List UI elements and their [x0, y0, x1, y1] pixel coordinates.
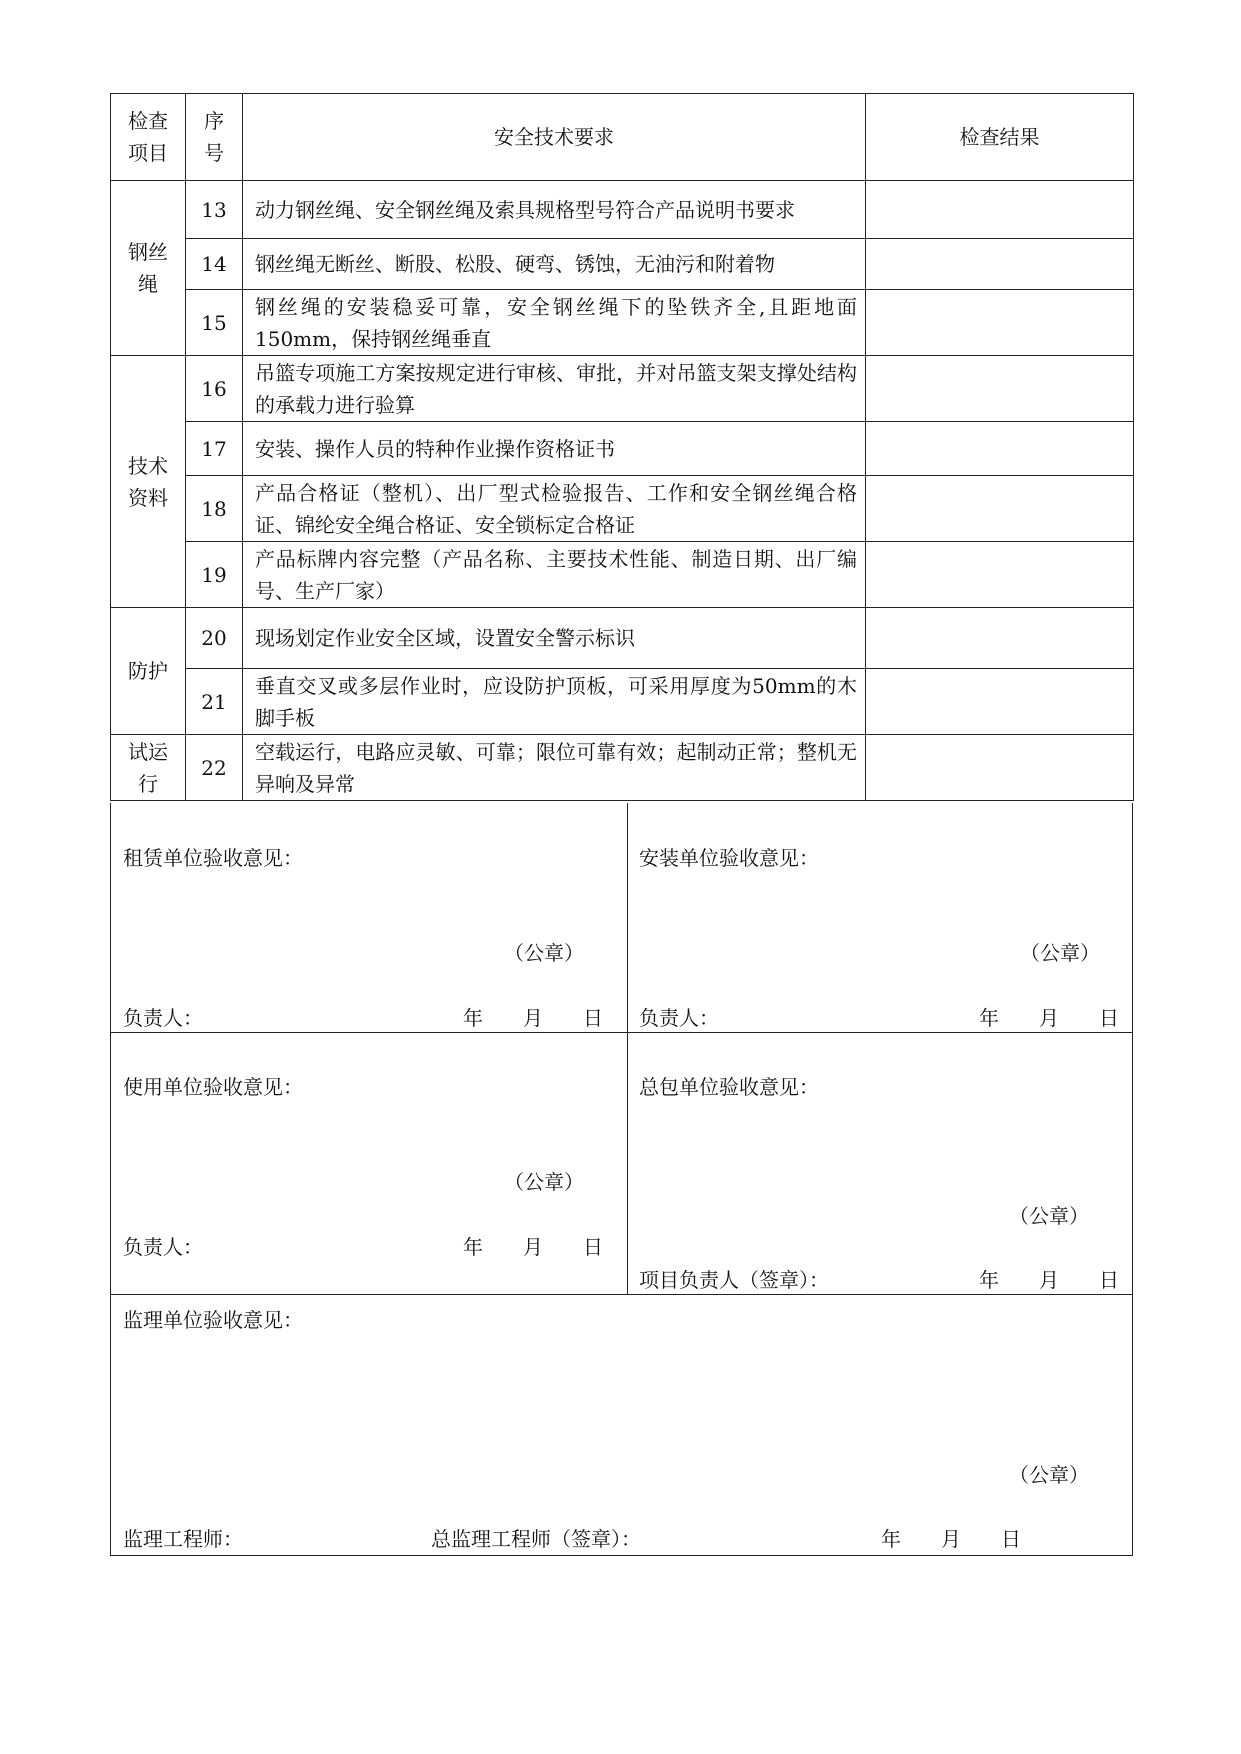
- row-requirement: 动力钢丝绳、安全钢丝绳及索具规格型号符合产品说明书要求: [243, 181, 866, 239]
- row-no: 16: [186, 356, 243, 422]
- general-contractor-opinion-box[interactable]: [627, 1032, 1132, 1294]
- table-row: [111, 608, 1134, 669]
- row-no: 13: [186, 181, 243, 239]
- general-person: 项目负责人（签章）：: [639, 1268, 829, 1292]
- header-item: 检查 项目: [111, 94, 186, 181]
- table-row: [111, 542, 1134, 608]
- row-no: 19: [186, 542, 243, 608]
- row-requirement: 空载运行，电路应灵敏、可靠；限位可靠有效；起制动正常；整机无异响及异常: [243, 735, 866, 801]
- table-row: [111, 290, 1134, 356]
- row-requirement: 垂直交叉或多层作业时，应设防护顶板，可采用厚度为50mm的木脚手板: [243, 669, 866, 735]
- row-result[interactable]: [866, 239, 1134, 290]
- table-row: [111, 181, 1134, 239]
- row-result[interactable]: [866, 542, 1134, 608]
- row-result[interactable]: [866, 356, 1134, 422]
- supervisor-opinion-box[interactable]: [111, 1294, 1132, 1556]
- header-requirement: 安全技术要求: [243, 94, 866, 181]
- lessor-date: 年 月 日: [463, 1006, 603, 1030]
- table-row: [111, 476, 1134, 542]
- lessor-seal: （公章）: [504, 941, 584, 965]
- lessor-person: 负责人：: [123, 1006, 203, 1030]
- table-header-row: [111, 94, 1134, 181]
- general-date: 年 月 日: [979, 1268, 1119, 1292]
- installer-person: 负责人：: [639, 1006, 719, 1030]
- installer-seal: （公章）: [1020, 941, 1100, 965]
- user-title: 使用单位验收意见：: [123, 1075, 303, 1099]
- supervisor-engineer: 监理工程师：: [123, 1527, 243, 1551]
- supervisor-seal: （公章）: [1009, 1463, 1089, 1487]
- table-row: [111, 356, 1134, 422]
- user-person: 负责人：: [123, 1235, 203, 1259]
- chief-supervisor: 总监理工程师（签章）：: [431, 1527, 641, 1551]
- row-requirement: 钢丝绳无断丝、断股、松股、硬弯、锈蚀，无油污和附着物: [243, 239, 866, 290]
- group-wire-rope: 钢丝 绳: [111, 181, 186, 356]
- user-seal: （公章）: [504, 1170, 584, 1194]
- table-row: [111, 735, 1134, 801]
- installer-date: 年 月 日: [979, 1006, 1119, 1030]
- inspection-table: [110, 93, 1134, 801]
- supervisor-title: 监理单位验收意见：: [123, 1308, 303, 1332]
- group-protection: 防护: [111, 608, 186, 735]
- table-row: [111, 422, 1134, 476]
- row-requirement: 钢丝绳的安装稳妥可靠，安全钢丝绳下的坠铁齐全,且距地面150mm，保持钢丝绳垂直: [243, 290, 866, 356]
- row-no: 14: [186, 239, 243, 290]
- row-result[interactable]: [866, 608, 1134, 669]
- installer-title: 安装单位验收意见：: [639, 846, 819, 870]
- row-requirement: 现场划定作业安全区域，设置安全警示标识: [243, 608, 866, 669]
- supervisor-date: 年 月 日: [881, 1527, 1021, 1551]
- general-seal: （公章）: [1009, 1204, 1089, 1228]
- row-result[interactable]: [866, 476, 1134, 542]
- acceptance-opinions: [110, 803, 1133, 1556]
- user-date: 年 月 日: [463, 1235, 603, 1259]
- row-no: 22: [186, 735, 243, 801]
- general-title: 总包单位验收意见：: [639, 1075, 819, 1099]
- row-result[interactable]: [866, 669, 1134, 735]
- row-requirement: 产品合格证（整机）、出厂型式检验报告、工作和安全钢丝绳合格证、锦纶安全绳合格证、安全锁标定合格证: [243, 476, 866, 542]
- row-no: 21: [186, 669, 243, 735]
- row-no: 18: [186, 476, 243, 542]
- row-result[interactable]: [866, 735, 1134, 801]
- header-result: 检查结果: [866, 94, 1134, 181]
- installer-opinion-box[interactable]: [627, 803, 1132, 1032]
- row-no: 15: [186, 290, 243, 356]
- row-no: 17: [186, 422, 243, 476]
- group-tech-docs: 技术 资料: [111, 356, 186, 608]
- table-row: [111, 239, 1134, 290]
- lessor-opinion-box[interactable]: [111, 803, 627, 1032]
- row-no: 20: [186, 608, 243, 669]
- user-opinion-box[interactable]: [111, 1032, 627, 1294]
- header-no: 序 号: [186, 94, 243, 181]
- row-result[interactable]: [866, 290, 1134, 356]
- lessor-title: 租赁单位验收意见：: [123, 846, 303, 870]
- row-result[interactable]: [866, 181, 1134, 239]
- table-row: [111, 669, 1134, 735]
- row-requirement: 吊篮专项施工方案按规定进行审核、审批，并对吊篮支架支撑处结构的承载力进行验算: [243, 356, 866, 422]
- row-result[interactable]: [866, 422, 1134, 476]
- group-trial-run: 试运 行: [111, 735, 186, 801]
- row-requirement: 产品标牌内容完整（产品名称、主要技术性能、制造日期、出厂编号、生产厂家）: [243, 542, 866, 608]
- row-requirement: 安装、操作人员的特种作业操作资格证书: [243, 422, 866, 476]
